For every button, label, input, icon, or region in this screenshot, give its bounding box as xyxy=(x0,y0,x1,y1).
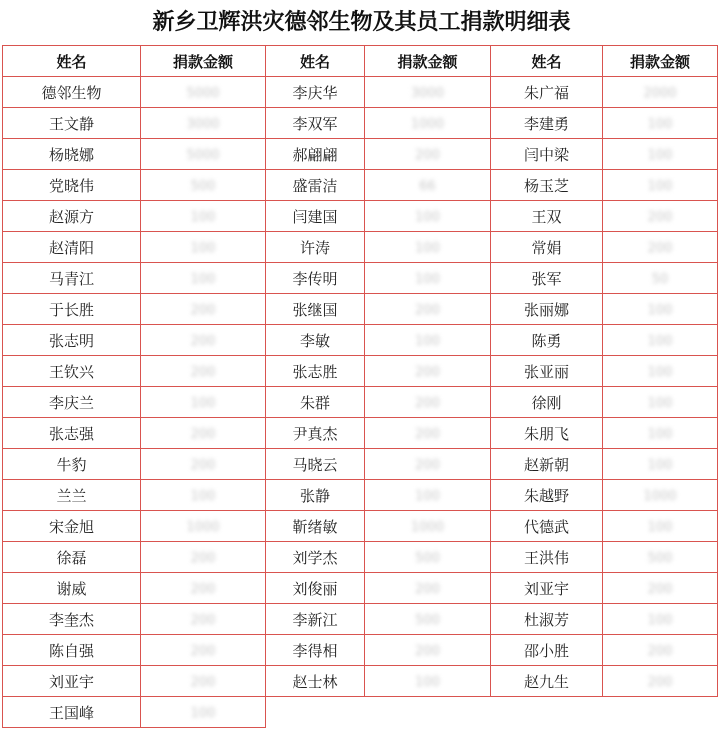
donation-amount-cell xyxy=(603,542,718,573)
donor-name: 杨晓娜 xyxy=(3,139,141,170)
donation-amount: 100 xyxy=(647,303,673,318)
donation-amount: 100 xyxy=(647,458,673,473)
empty-cell xyxy=(266,697,365,728)
donation-amount: 2000 xyxy=(643,86,677,101)
donation-amount: 1000 xyxy=(643,489,677,504)
donation-amount-cell xyxy=(141,139,266,170)
donation-amount-cell xyxy=(141,511,266,542)
table-row xyxy=(3,294,718,325)
donation-amount: 100 xyxy=(647,520,673,535)
donation-amount-cell xyxy=(603,387,718,418)
donor-name: 李庆兰 xyxy=(3,387,141,418)
donation-amount-cell xyxy=(365,542,491,573)
donor-name: 张军 xyxy=(491,263,603,294)
donation-amount: 100 xyxy=(647,365,673,380)
donation-amount-cell xyxy=(603,511,718,542)
donation-amount: 200 xyxy=(415,303,440,318)
donation-amount: 5000 xyxy=(186,148,220,163)
donor-name: 朱广福 xyxy=(491,77,603,108)
donation-amount-cell xyxy=(603,573,718,604)
donation-amount-cell xyxy=(603,449,718,480)
donor-name: 代德武 xyxy=(491,511,603,542)
donation-amount-cell xyxy=(603,139,718,170)
table-row xyxy=(3,356,718,387)
donation-amount-cell xyxy=(603,480,718,511)
donor-name: 王双 xyxy=(491,201,603,232)
donation-amount: 3000 xyxy=(410,86,445,101)
donor-name: 邵小胜 xyxy=(491,635,603,666)
donor-name: 赵源方 xyxy=(3,201,141,232)
donation-amount: 1000 xyxy=(410,520,445,535)
donation-amount: 500 xyxy=(190,179,216,194)
donor-name: 刘亚宇 xyxy=(491,573,603,604)
donation-amount: 200 xyxy=(647,582,673,597)
donor-name: 张志胜 xyxy=(266,356,365,387)
donation-amount: 100 xyxy=(190,396,216,411)
donation-amount-cell xyxy=(141,604,266,635)
donation-amount-cell xyxy=(603,325,718,356)
donation-amount: 100 xyxy=(415,489,440,504)
donation-amount-cell xyxy=(141,77,266,108)
donation-amount: 66 xyxy=(419,179,436,194)
empty-cell xyxy=(491,697,603,728)
donation-amount-cell xyxy=(365,263,491,294)
donation-amount-cell xyxy=(603,170,718,201)
donor-name: 于长胜 xyxy=(3,294,141,325)
donation-amount: 200 xyxy=(647,675,673,690)
table-row xyxy=(3,542,718,573)
donation-amount: 200 xyxy=(415,148,440,163)
table-row xyxy=(3,201,718,232)
donation-amount: 200 xyxy=(190,675,216,690)
table-row xyxy=(3,573,718,604)
donor-name: 徐刚 xyxy=(491,387,603,418)
donor-name: 马青江 xyxy=(3,263,141,294)
donation-amount: 200 xyxy=(190,613,216,628)
donation-amount: 200 xyxy=(415,427,440,442)
donor-name: 杨玉芝 xyxy=(491,170,603,201)
donor-name: 刘学杰 xyxy=(266,542,365,573)
donation-amount: 1000 xyxy=(410,117,445,132)
donor-name: 李传明 xyxy=(266,263,365,294)
header-amount: 捐款金额 xyxy=(365,46,491,77)
donation-amount-cell xyxy=(141,263,266,294)
donation-amount-cell xyxy=(365,139,491,170)
donation-amount-cell xyxy=(141,449,266,480)
donation-amount: 200 xyxy=(190,551,216,566)
donation-amount-cell xyxy=(141,232,266,263)
donation-amount: 200 xyxy=(190,303,216,318)
donation-amount-cell xyxy=(141,573,266,604)
donor-name: 朱越野 xyxy=(491,480,603,511)
donor-name: 李新江 xyxy=(266,604,365,635)
donor-name: 陈自强 xyxy=(3,635,141,666)
donation-amount: 100 xyxy=(190,210,216,225)
donor-name: 李奎杰 xyxy=(3,604,141,635)
donor-name: 牛豹 xyxy=(3,449,141,480)
donor-name: 李敏 xyxy=(266,325,365,356)
donation-amount: 200 xyxy=(190,582,216,597)
donation-amount: 100 xyxy=(647,396,673,411)
donor-name: 赵新朝 xyxy=(491,449,603,480)
donor-name: 张志明 xyxy=(3,325,141,356)
table-row xyxy=(3,449,718,480)
donor-name: 刘俊丽 xyxy=(266,573,365,604)
table-row xyxy=(3,139,718,170)
donation-amount: 200 xyxy=(647,644,673,659)
donation-amount: 500 xyxy=(647,551,673,566)
donor-name: 李庆华 xyxy=(266,77,365,108)
donation-amount: 3000 xyxy=(186,117,220,132)
donor-name: 谢威 xyxy=(3,573,141,604)
table-row xyxy=(3,108,718,139)
empty-cell xyxy=(603,697,718,728)
donation-amount-cell xyxy=(141,201,266,232)
donor-name: 宋金旭 xyxy=(3,511,141,542)
header-row xyxy=(3,46,718,77)
header-name: 姓名 xyxy=(491,46,603,77)
donor-name: 李双军 xyxy=(266,108,365,139)
empty-cell xyxy=(365,697,491,728)
donation-amount-cell xyxy=(141,294,266,325)
donation-amount-cell xyxy=(603,232,718,263)
donation-amount-cell xyxy=(603,604,718,635)
donor-name: 兰兰 xyxy=(3,480,141,511)
donation-table xyxy=(2,45,718,728)
donation-amount: 100 xyxy=(647,613,673,628)
donation-amount-cell xyxy=(603,263,718,294)
donation-amount: 100 xyxy=(415,334,440,349)
header-name: 姓名 xyxy=(266,46,365,77)
donor-name: 朱朋飞 xyxy=(491,418,603,449)
donation-amount: 100 xyxy=(647,148,673,163)
donation-amount-cell xyxy=(365,232,491,263)
donation-amount: 5000 xyxy=(186,86,220,101)
donation-amount: 200 xyxy=(415,365,440,380)
donor-name: 靳绪敏 xyxy=(266,511,365,542)
donation-amount-cell xyxy=(141,325,266,356)
donor-name: 陈勇 xyxy=(491,325,603,356)
donor-name: 闫建国 xyxy=(266,201,365,232)
donor-name: 李建勇 xyxy=(491,108,603,139)
donor-name: 李得相 xyxy=(266,635,365,666)
donation-amount-cell xyxy=(141,418,266,449)
donor-name: 党晓伟 xyxy=(3,170,141,201)
donation-amount-cell xyxy=(365,449,491,480)
page-title: 新乡卫辉洪灾德邻生物及其员工捐款明细表 xyxy=(152,9,571,35)
donation-amount: 500 xyxy=(415,613,440,628)
donor-name: 刘亚宇 xyxy=(3,666,141,697)
donation-amount: 200 xyxy=(415,396,440,411)
donation-amount-cell xyxy=(603,201,718,232)
donation-amount: 200 xyxy=(415,644,440,659)
donation-amount: 100 xyxy=(415,272,440,287)
donor-name: 杜淑芳 xyxy=(491,604,603,635)
donation-amount: 100 xyxy=(190,489,216,504)
donation-amount: 1000 xyxy=(186,520,220,535)
table-row xyxy=(3,666,718,697)
donation-amount-cell xyxy=(141,170,266,201)
donation-amount-cell xyxy=(365,356,491,387)
donation-amount-cell xyxy=(603,356,718,387)
donation-amount: 100 xyxy=(415,241,440,256)
donor-name: 朱群 xyxy=(266,387,365,418)
donation-amount-cell xyxy=(365,573,491,604)
donor-name: 德邻生物 xyxy=(3,77,141,108)
donation-amount: 200 xyxy=(190,458,216,473)
donation-amount-cell xyxy=(603,108,718,139)
donation-amount-cell xyxy=(141,666,266,697)
donor-name: 张继国 xyxy=(266,294,365,325)
donation-amount: 200 xyxy=(647,241,673,256)
donation-amount-cell xyxy=(365,480,491,511)
donation-amount-cell xyxy=(603,77,718,108)
table-row xyxy=(3,418,718,449)
donation-amount-cell xyxy=(603,294,718,325)
header-amount: 捐款金额 xyxy=(141,46,266,77)
donor-name: 常娟 xyxy=(491,232,603,263)
donation-amount-cell xyxy=(141,697,266,728)
donation-amount: 50 xyxy=(651,272,669,287)
table-row xyxy=(3,263,718,294)
donor-name: 王国峰 xyxy=(3,697,141,728)
donor-name: 赵九生 xyxy=(491,666,603,697)
donation-amount: 100 xyxy=(647,117,673,132)
donor-name: 赵士林 xyxy=(266,666,365,697)
donor-name: 徐磊 xyxy=(3,542,141,573)
donor-name: 张静 xyxy=(266,480,365,511)
donor-name: 闫中梁 xyxy=(491,139,603,170)
donation-amount: 100 xyxy=(647,427,673,442)
table-row xyxy=(3,511,718,542)
donation-amount: 200 xyxy=(190,644,216,659)
donor-name: 王文静 xyxy=(3,108,141,139)
donation-amount-cell xyxy=(603,666,718,697)
donor-name: 尹真杰 xyxy=(266,418,365,449)
donor-name: 张志强 xyxy=(3,418,141,449)
donation-amount: 200 xyxy=(415,582,440,597)
donation-amount: 100 xyxy=(415,675,440,690)
table-row xyxy=(3,232,718,263)
donation-amount: 100 xyxy=(647,179,673,194)
header-amount: 捐款金额 xyxy=(603,46,718,77)
donor-name: 赵清阳 xyxy=(3,232,141,263)
donation-amount: 200 xyxy=(190,427,216,442)
donation-amount-cell xyxy=(365,201,491,232)
donation-amount-cell xyxy=(141,480,266,511)
donor-name: 张亚丽 xyxy=(491,356,603,387)
table-row xyxy=(3,604,718,635)
donor-name: 王洪伟 xyxy=(491,542,603,573)
donation-amount-cell xyxy=(365,108,491,139)
donor-name: 马晓云 xyxy=(266,449,365,480)
donor-name: 王钦兴 xyxy=(3,356,141,387)
donation-amount: 100 xyxy=(190,706,216,721)
donation-amount-cell xyxy=(365,170,491,201)
donor-name: 郝翩翩 xyxy=(266,139,365,170)
donation-amount-cell xyxy=(365,511,491,542)
donation-amount-cell xyxy=(365,635,491,666)
donation-amount: 200 xyxy=(190,365,216,380)
donation-amount-cell xyxy=(603,635,718,666)
donation-amount: 200 xyxy=(415,458,440,473)
donation-amount: 500 xyxy=(415,551,440,566)
donor-name: 许涛 xyxy=(266,232,365,263)
donation-amount-cell xyxy=(365,294,491,325)
donation-amount: 100 xyxy=(190,272,216,287)
donation-amount-cell xyxy=(141,387,266,418)
header-name: 姓名 xyxy=(3,46,141,77)
table-row xyxy=(3,697,718,728)
donation-amount-cell xyxy=(365,387,491,418)
donation-amount-cell xyxy=(141,542,266,573)
donation-amount-cell xyxy=(365,666,491,697)
donation-amount: 100 xyxy=(647,334,673,349)
table-row xyxy=(3,635,718,666)
donor-name: 盛雷洁 xyxy=(266,170,365,201)
donation-amount-cell xyxy=(365,77,491,108)
donation-amount-cell xyxy=(141,356,266,387)
donation-amount: 100 xyxy=(190,241,216,256)
donation-amount: 200 xyxy=(647,210,673,225)
donation-amount-cell xyxy=(603,418,718,449)
donation-amount-cell xyxy=(365,418,491,449)
table-row xyxy=(3,170,718,201)
donor-name: 张丽娜 xyxy=(491,294,603,325)
donation-amount-cell xyxy=(365,325,491,356)
table-row xyxy=(3,480,718,511)
table-row xyxy=(3,325,718,356)
donation-amount-cell xyxy=(365,604,491,635)
donation-amount-cell xyxy=(141,635,266,666)
donation-amount: 200 xyxy=(190,334,216,349)
table-row xyxy=(3,387,718,418)
donation-amount-cell xyxy=(141,108,266,139)
donation-amount: 100 xyxy=(415,210,440,225)
table-row xyxy=(3,77,718,108)
